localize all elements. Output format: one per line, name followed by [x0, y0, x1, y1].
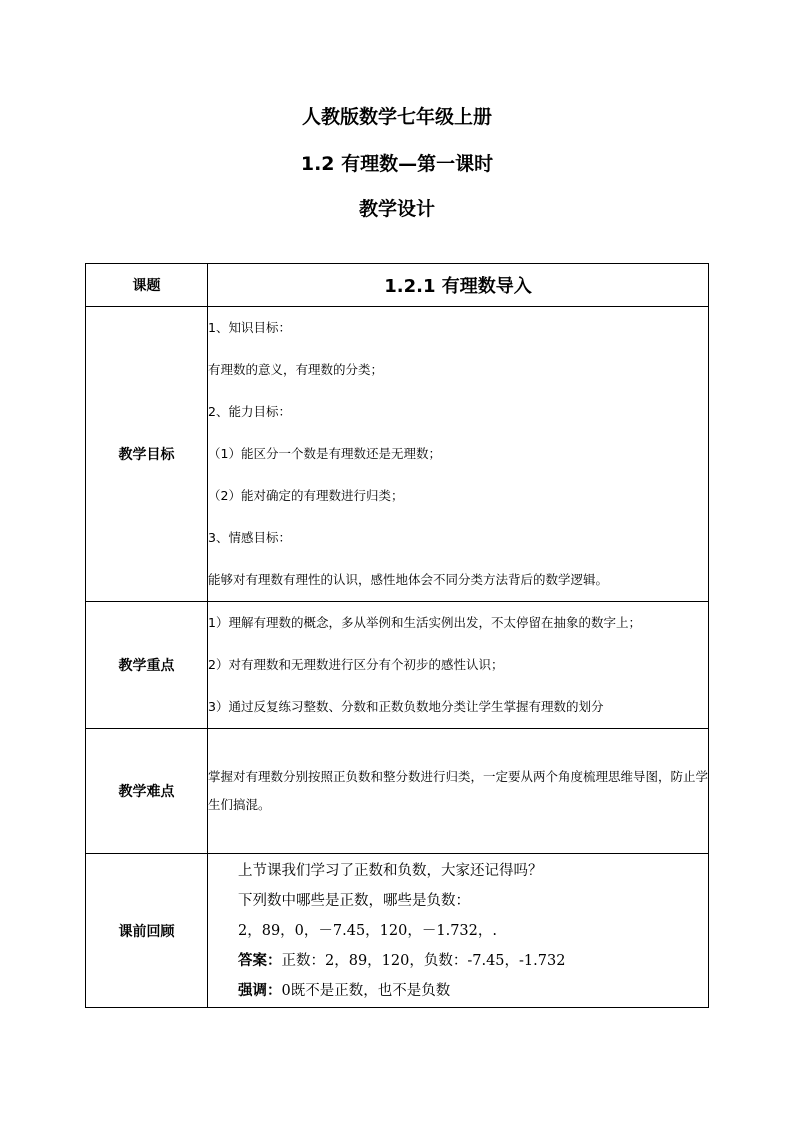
- goal-line: （1）能区分一个数是有理数还是无理数；: [208, 446, 441, 461]
- answer-text: 正数：2，89，120，负数：-7.45，-1.732: [281, 952, 566, 969]
- lesson-plan-table: [85, 263, 709, 1008]
- document-header: [0, 102, 794, 219]
- table-row-goals: [86, 307, 709, 602]
- goal-line: 1、知识目标：: [208, 320, 291, 335]
- review-label: 课前回顾: [86, 854, 208, 1008]
- table-row-review: [86, 854, 709, 1008]
- table-row-focus: [86, 602, 709, 729]
- review-answer: [238, 946, 708, 976]
- emphasis-text: 0既不是正数，也不是负数: [281, 982, 451, 999]
- emphasis-label: 强调：: [238, 982, 282, 999]
- goals-label: 教学目标: [86, 307, 208, 602]
- goal-line: 能够对有理数有理性的认识，感性地体会不同分类方法背后的数学逻辑。: [208, 572, 609, 587]
- difficulty-label: 教学难点: [86, 729, 208, 854]
- review-line: 上节课我们学习了正数和负数，大家还记得吗？: [238, 862, 543, 879]
- focus-content: [208, 602, 709, 729]
- topic-value: 1.2.1 有理数导入: [208, 264, 709, 307]
- doc-type-title: 教学设计: [358, 198, 435, 220]
- review-content: [208, 854, 709, 1008]
- answer-label: 答案：: [238, 952, 282, 969]
- focus-line: 2）对有理数和无理数进行区分有个初步的感性认识；: [208, 657, 504, 672]
- doc-subtitle: 1.2 有理数—第一课时: [300, 153, 494, 175]
- focus-label: 教学重点: [86, 602, 208, 729]
- focus-line: 1）理解有理数的概念，多从举例和生活实例出发，不太停留在抽象的数字上；: [208, 615, 641, 630]
- goal-line: 有理数的意义，有理数的分类；: [208, 362, 384, 377]
- topic-label: 课题: [86, 264, 208, 307]
- goals-content: [208, 307, 709, 602]
- goal-line: 3、情感目标：: [208, 530, 291, 545]
- review-line: 下列数中哪些是正数，哪些是负数：: [238, 892, 470, 909]
- focus-line: 3）通过反复练习整数、分数和正数负数地分类让学生掌握有理数的划分: [208, 699, 604, 714]
- difficulty-text: 掌握对有理数分别按照正负数和整分数进行归类，一定要从两个角度梳理思维导图，防止学生们搞混。: [208, 769, 709, 812]
- goal-line: 2、能力目标：: [208, 404, 291, 419]
- review-numbers: 2，89，0，－7.45，120，－1.732，.: [238, 922, 497, 939]
- doc-title: 人教版数学七年级上册: [301, 106, 492, 128]
- difficulty-content: [208, 729, 709, 854]
- table-row-difficulty: [86, 729, 709, 854]
- goal-line: （2）能对确定的有理数进行归类；: [208, 488, 404, 503]
- table-row-topic: [86, 264, 709, 307]
- review-emphasis: [238, 976, 708, 1006]
